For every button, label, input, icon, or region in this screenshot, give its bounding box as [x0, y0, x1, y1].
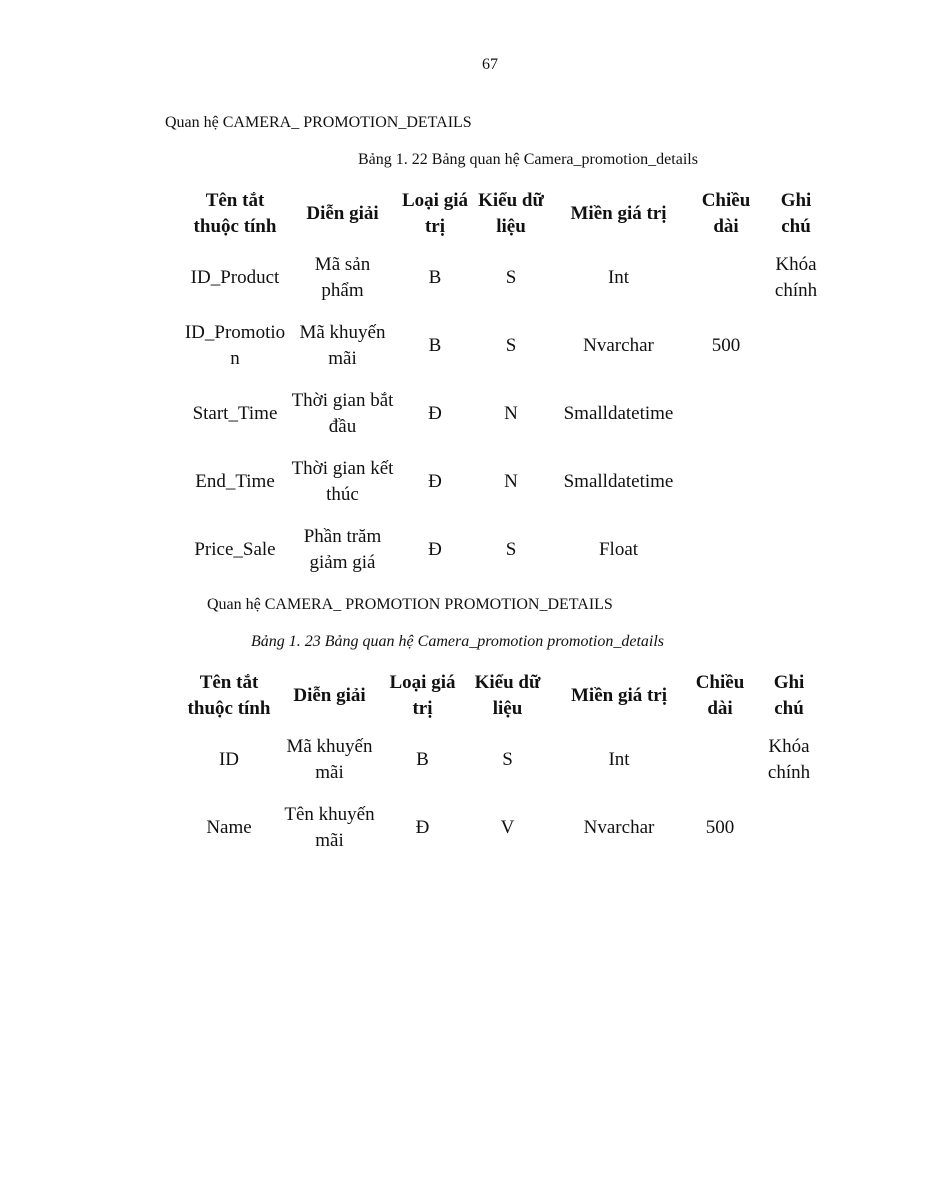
header-length: Chiều dài [701, 190, 751, 237]
cell-note [756, 794, 822, 862]
cell-domain: Nvarchar [583, 817, 655, 838]
cell-length: 500 [705, 817, 735, 838]
cell-short-name: ID_Product [190, 267, 280, 288]
attribute-table-1 [183, 184, 827, 584]
table-row [183, 516, 827, 584]
page-number: 67 [482, 56, 498, 73]
header-length: Chiều dài [695, 672, 745, 719]
cell-data-type: S [502, 749, 513, 770]
table-header-row [183, 666, 822, 726]
cell-value-type: Đ [428, 471, 442, 492]
table-row [183, 312, 827, 380]
cell-short-name: Start_Time [192, 403, 278, 424]
cell-domain: Smalldatetime [563, 471, 674, 492]
header-description: Diễn giải [306, 203, 379, 224]
table-row [183, 794, 822, 862]
cell-description: Mã khuyến mãi [286, 736, 373, 783]
cell-length [687, 516, 765, 584]
cell-description: Tên khuyến mãi [284, 804, 375, 851]
header-description: Diễn giải [293, 685, 366, 706]
cell-value-type: Đ [415, 817, 430, 838]
cell-data-type: S [505, 267, 517, 288]
header-short-name: Tên tắt thuộc tính [193, 190, 277, 237]
header-data-type: Kiểu dữ liệu [478, 190, 544, 237]
header-value-type: Loại giá trị [389, 672, 456, 719]
cell-note: Khóa chính [767, 736, 811, 783]
cell-data-type: S [505, 335, 517, 356]
cell-short-name: ID_Promotio n [184, 322, 286, 369]
cell-length [687, 380, 765, 448]
cell-value-type: Đ [428, 403, 442, 424]
cell-note: Khóa chính [774, 254, 818, 301]
cell-value-type: B [428, 335, 442, 356]
cell-value-type: B [416, 749, 429, 770]
cell-data-type: N [504, 403, 518, 424]
table-caption-2: Bảng 1. 23 Bảng quan hệ Camera_promotion promotion_details [251, 633, 665, 650]
cell-short-name: Name [206, 817, 252, 838]
cell-value-type: Đ [428, 539, 442, 560]
cell-domain: Smalldatetime [563, 403, 674, 424]
cell-description: Phần trăm giảm giá [303, 526, 382, 573]
cell-short-name: End_Time [195, 471, 275, 492]
cell-domain: Nvarchar [583, 335, 654, 356]
table-row [183, 448, 827, 516]
cell-data-type: V [500, 817, 515, 838]
section-heading-2: Quan hệ CAMERA_ PROMOTION PROMOTION_DETAILS [207, 596, 613, 613]
table-row [183, 380, 827, 448]
cell-description: Mã khuyến mãi [299, 322, 386, 369]
header-domain: Miền giá trị [570, 203, 667, 224]
cell-length [684, 726, 756, 794]
cell-note [765, 516, 827, 584]
table-row [183, 244, 827, 312]
cell-short-name: Price_Sale [194, 539, 276, 560]
header-data-type: Kiểu dữ liệu [474, 672, 541, 719]
header-note: Ghi chú [773, 672, 805, 719]
cell-data-type: S [505, 539, 517, 560]
cell-value-type: B [428, 267, 442, 288]
header-value-type: Loại giá trị [402, 190, 468, 237]
cell-domain: Float [598, 539, 639, 560]
cell-length: 500 [711, 335, 741, 356]
cell-data-type: N [504, 471, 518, 492]
cell-description: Thời gian kết thúc [291, 458, 394, 505]
cell-note [765, 380, 827, 448]
cell-length [687, 244, 765, 312]
cell-note [765, 312, 827, 380]
table-caption-1: Bảng 1. 22 Bảng quan hệ Camera_promotion_details [358, 151, 698, 168]
header-domain: Miền giá trị [570, 685, 668, 706]
cell-description: Thời gian bắt đầu [291, 390, 394, 437]
cell-short-name: ID [218, 749, 240, 770]
attribute-table-2 [183, 666, 822, 862]
cell-note [765, 448, 827, 516]
cell-domain: Int [607, 267, 630, 288]
cell-description: Mã sản phẩm [314, 254, 371, 301]
cell-length [687, 448, 765, 516]
cell-domain: Int [608, 749, 630, 770]
section-heading-1: Quan hệ CAMERA_ PROMOTION_DETAILS [165, 114, 472, 131]
table-row [183, 726, 822, 794]
header-note: Ghi chú [780, 190, 812, 237]
header-short-name: Tên tắt thuộc tính [187, 672, 271, 719]
table-header-row [183, 184, 827, 244]
